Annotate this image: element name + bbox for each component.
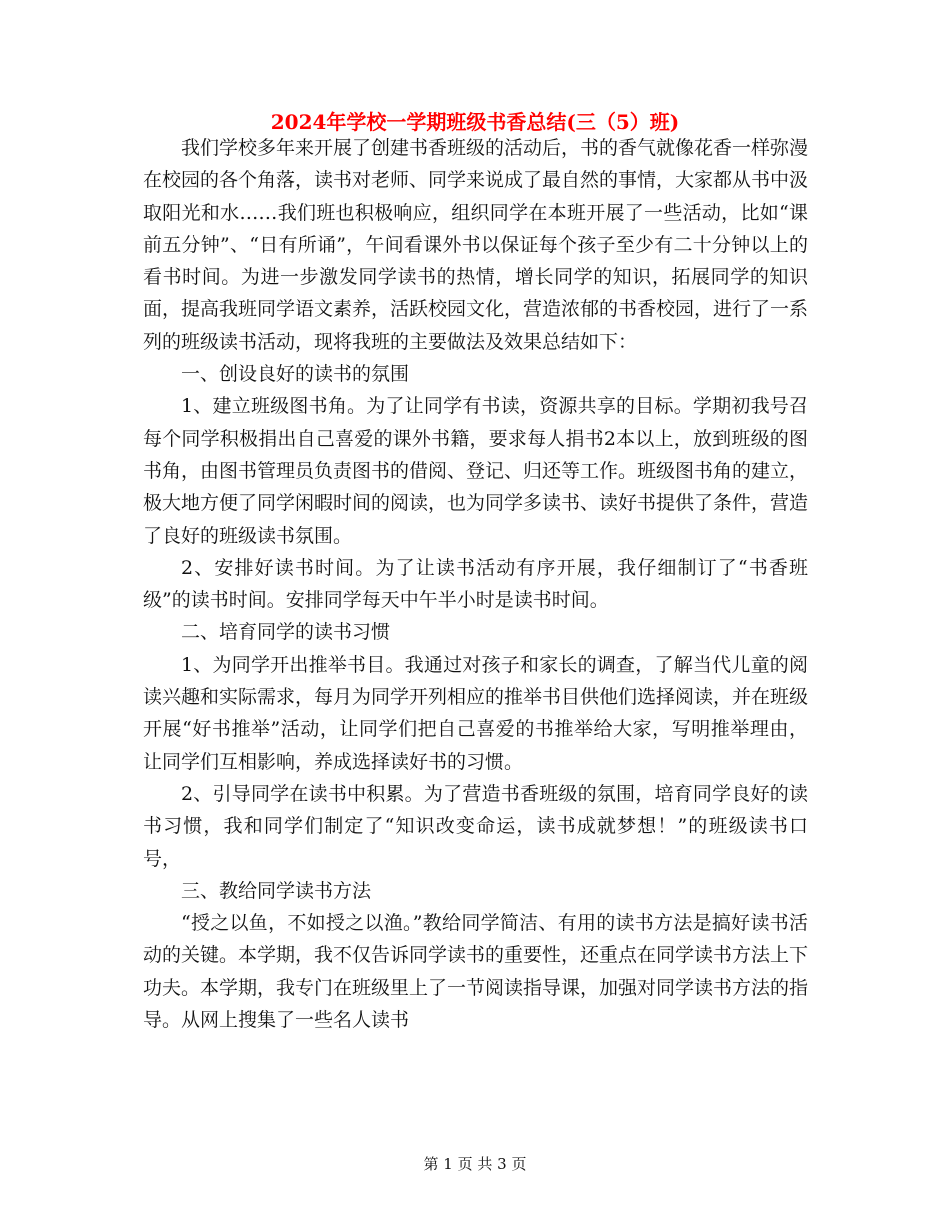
paragraph-2-2: 2、引导同学在读书中积累。为了营造书香班级的氛围，培育同学良好的读书习惯，我和同学们制定了“知识改变命运，读书成就梦想！”的班级读书口号，: [143, 782, 808, 870]
section-heading-2: 二、培育同学的读书习惯: [181, 621, 391, 644]
paragraph-1-1: 1、建立班级图书角。为了让同学有书读，资源共享的目标。学期初我号召每个同学积极捐出自己喜爱的课外书籍，要求每人捐书2本以上，放到班级的图书角，由图书管理员负责图书的借阅、登记、归还等工作。班级图书角的建立，极大地方便了同学闲暇时间的阅读，也为同学多读书、读好书提供了条件，营造了良好的班级读书氛围。: [143, 395, 809, 547]
paragraph-1-2: 2、安排好读书时间。为了让读书活动有序开展，我仔细制订了“书香班级”的读书时间。安排同学每天中午半小时是读书时间。: [143, 556, 808, 612]
paragraph-intro: 我们学校多年来开展了创建书香班级的活动后，书的香气就像花香一样弥漫在校园的各个角落，读书对老师、同学来说成了最自然的事情，大家都从书中汲取阳光和水……我们班也积极响应，组织同学在本班开展了一些活动，比如“课前五分钟”、“日有所诵”，午间看课外书以保证每个孩子至少有二十分钟以上的看书时间。为进一步激发同学读书的热情，增长同学的知识，拓展同学的知识面，提高我班同学语文素养，活跃校园文化，营造浓郁的书香校园，进行了一系列的班级读书活动，现将我班的主要做法及效果总结如下：: [143, 137, 809, 353]
paragraph-3-1: “授之以鱼，不如授之以渔。”教给同学简洁、有用的读书方法是搞好读书活动的关键。本学期，我不仅告诉同学读书的重要性，还重点在同学读书方法上下功夫。本学期，我专门在班级里上了一节阅读指导课，加强对同学读书方法的指导。从网上搜集了一些名人读书: [143, 912, 809, 1032]
section-heading-3: 三、教给同学读书方法: [181, 879, 372, 902]
document-body: [143, 132, 808, 1036]
page-footer: 第 1 页 共 3 页: [423, 1155, 527, 1173]
paragraph-2-1: 1、为同学开出推举书目。我通过对孩子和家长的调查，了解当代儿童的阅读兴趣和实际需求，每月为同学开列相应的推举书目供他们选择阅读，并在班级开展“好书推举”活动，让同学们把自己喜爱的书推举给大家，写明推举理由，让同学们互相影响，养成选择读好书的习惯。: [143, 653, 809, 773]
document-title: 2024年学校一学期班级书香总结(三（5）班): [270, 110, 680, 134]
section-heading-1: 一、创设良好的读书的氛围: [181, 363, 410, 386]
